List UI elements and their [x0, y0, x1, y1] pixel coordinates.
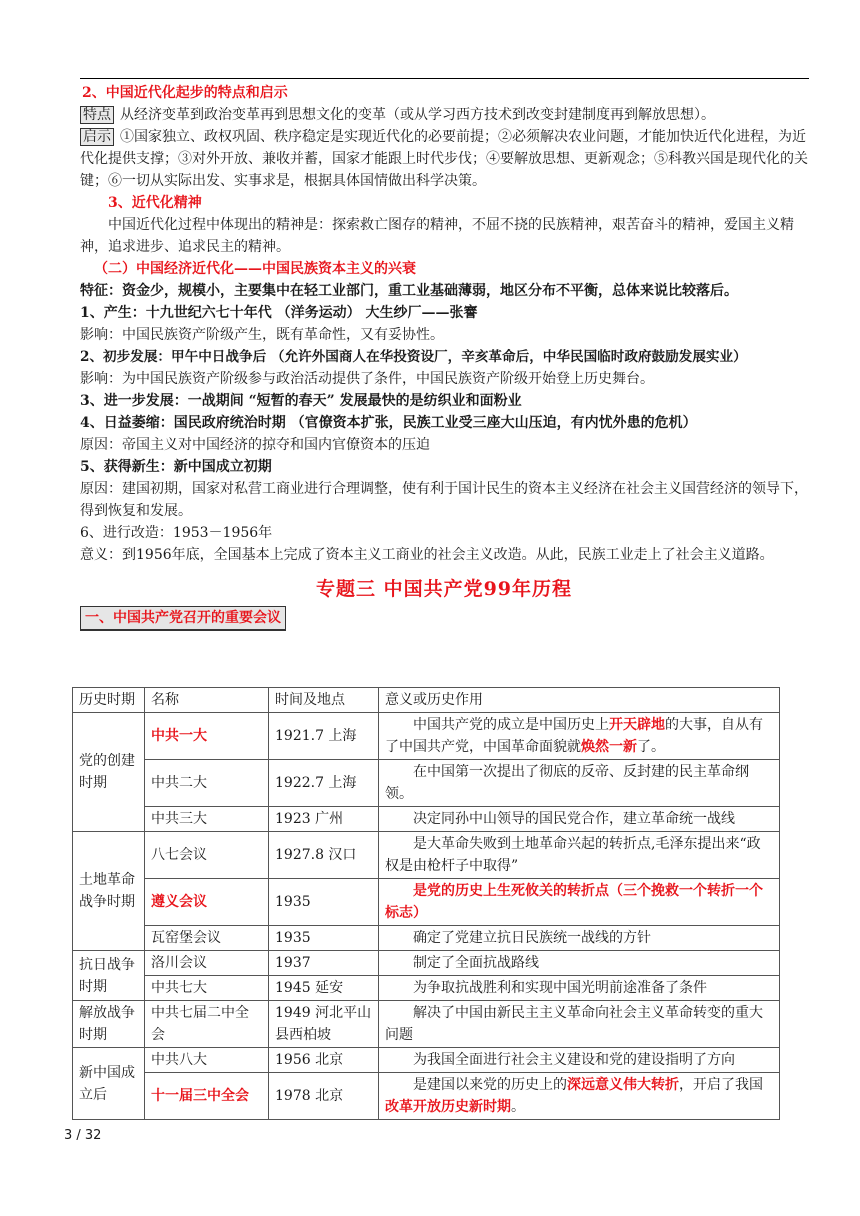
stage-6: 6、进行改造：1953－1956年 [80, 525, 273, 541]
header-cell: 时间及地点 [269, 688, 379, 713]
meeting-significance: 确定了党建立抗日民族统一战线的方针 [379, 926, 780, 951]
stage-2: 2、初步发展：甲午中日战争后 （允许外国商人在华投资设厂，辛亥革命后，中华民国临时政府鼓励发展实业） [80, 349, 747, 365]
meeting-significance: 是大革命失败到土地革命兴起的转折点,毛泽东提出来“政权是由枪杆子中取得” [379, 832, 780, 879]
meeting-time: 1937 [269, 951, 379, 976]
meetings-table [72, 687, 780, 1120]
meeting-significance: 中国共产党的成立是中国历史上开天辟地的大事，自从有了中国共产党，中国革命面貌就焕然一新了。 [379, 713, 780, 760]
meeting-significance: 是建国以来党的历史上的深远意义伟大转折，开启了我国改革开放历史新时期。 [379, 1073, 780, 1120]
meeting-significance: 决定同孙中山领导的国民党合作，建立革命统一战线 [379, 807, 780, 832]
period-cell: 土地革命战争时期 [73, 832, 145, 951]
meeting-name: 十一届三中全会 [145, 1073, 269, 1120]
meeting-name: 遵义会议 [145, 879, 269, 926]
part-heading-economy: （二）中国经济近代化——中国民族资本主义的兴衰 [94, 261, 416, 277]
lessons-paragraph: 启示 ①国家独立、政权巩固、秩序稳定是实现近代化的必要前提；②必须解决农业问题，才能加快近代化进程，为近代化提供支撑；③对外开放、兼收并蓄，国家才能跟上时代步伐；④要解放思想、更新观念；⑤科教兴国是现代化的关键；⑥一切从实际出发、实事求是，根据具体国情做出科学决策。 [80, 129, 808, 189]
stage-6-meaning: 意义：到1956年底，全国基本上完成了资本主义工商业的社会主义改造。从此，民族工业走上了社会主义道路。 [80, 547, 774, 563]
stage-2-effect: 影响：为中国民族资产阶级参与政治活动提供了条件，中国民族资产阶级开始登上历史舞台。 [80, 371, 654, 387]
meeting-time: 1935 [269, 926, 379, 951]
meeting-significance: 为争取抗战胜利和实现中国光明前途准备了条件 [379, 976, 780, 1001]
meeting-name: 中共七大 [145, 976, 269, 1001]
meeting-name: 中共七届二中全会 [145, 1001, 269, 1048]
meeting-name: 中共二大 [145, 760, 269, 807]
stage-4: 4、日益萎缩：国民政府统治时期 （官僚资本扩张，民族工业受三座大山压迫，有内忧外患的危机） [80, 415, 697, 431]
stage-5-reason: 原因：建国初期，国家对私营工商业进行合理调整，使有利于国计民生的资本主义经济在社会主义国营经济的领导下，得到恢复和发展。 [80, 481, 808, 519]
spirit-paragraph: 中国近代化过程中体现出的精神是：探索救亡图存的精神，不屈不挠的民族精神，艰苦奋斗的精神，爱国主义精神，追求进步、追求民主的精神。 [80, 217, 794, 255]
meeting-name: 八七会议 [145, 832, 269, 879]
meeting-name: 中共八大 [145, 1048, 269, 1073]
economy-features: 特征：资金少，规模小，主要集中在轻工业部门，重工业基础薄弱，地区分布不平衡，总体来说比较落后。 [80, 283, 738, 299]
header-cell: 名称 [145, 688, 269, 713]
header-cell: 意义或历史作用 [379, 688, 780, 713]
table-row [73, 926, 780, 951]
stage-5: 5、获得新生：新中国成立初期 [80, 459, 272, 475]
meeting-time: 1923 广州 [269, 807, 379, 832]
meeting-name: 中共三大 [145, 807, 269, 832]
topic-title: 专题三 中国共产党99年历程 [315, 578, 573, 600]
header-cell: 历史时期 [73, 688, 145, 713]
label-box: 启示 [80, 128, 114, 146]
stage-1: 1、产生：十九世纪六七十年代 （洋务运动） 大生纱厂——张謇 [80, 305, 478, 321]
section-heading-features: 2、中国近代化起步的特点和启示 [82, 85, 288, 101]
table-row [73, 951, 780, 976]
table-row [73, 713, 780, 760]
meeting-time: 1945 延安 [269, 976, 379, 1001]
meetings-subheading: 一、中国共产党召开的重要会议 [80, 606, 286, 631]
header-rule [80, 78, 809, 79]
section-heading-spirit: 3、近代化精神 [108, 195, 202, 211]
period-cell: 解放战争时期 [73, 1001, 145, 1048]
features-paragraph: 特点 从经济变革到政治变革再到思想文化的变革（或从学习西方技术到改变封建制度再到解放思想）。 [80, 104, 808, 126]
table-header-row [73, 688, 780, 713]
table-row [73, 1001, 780, 1048]
table-row [73, 976, 780, 1001]
meeting-significance: 解决了中国由新民主主义革命向社会主义革命转变的重大问题 [379, 1001, 780, 1048]
table-row [73, 807, 780, 832]
meeting-time: 1935 [269, 879, 379, 926]
table-row [73, 1048, 780, 1073]
meeting-significance: 制定了全面抗战路线 [379, 951, 780, 976]
meeting-time: 1978 北京 [269, 1073, 379, 1120]
meeting-significance: 在中国第一次提出了彻底的反帝、反封建的民主革命纲领。 [379, 760, 780, 807]
period-cell: 新中国成立后 [73, 1048, 145, 1120]
meeting-significance: 是党的历史上生死攸关的转折点（三个挽救一个转折一个标志） [379, 879, 780, 926]
meeting-time: 1921.7 上海 [269, 713, 379, 760]
label-box: 特点 [80, 106, 114, 124]
meeting-time: 1922.7 上海 [269, 760, 379, 807]
stage-1-effect: 影响：中国民族资产阶级产生，既有革命性，又有妥协性。 [80, 327, 444, 343]
stage-3: 3、进一步发展：一战期间 “短暂的春天” 发展最快的是纺织业和面粉业 [80, 393, 522, 409]
meeting-time: 1927.8 汉口 [269, 832, 379, 879]
stage-4-reason: 原因：帝国主义对中国经济的掠夺和国内官僚资本的压迫 [80, 437, 430, 453]
meeting-name: 洛川会议 [145, 951, 269, 976]
period-cell: 抗日战争时期 [73, 951, 145, 1001]
meeting-name: 中共一大 [145, 713, 269, 760]
table-row [73, 879, 780, 926]
table-row [73, 832, 780, 879]
meeting-time: 1956 北京 [269, 1048, 379, 1073]
page-number: 3 / 32 [64, 1128, 102, 1143]
period-cell: 党的创建时期 [73, 713, 145, 832]
meeting-time: 1949 河北平山县西柏坡 [269, 1001, 379, 1048]
meeting-name: 瓦窑堡会议 [145, 926, 269, 951]
table-row [73, 760, 780, 807]
table-row [73, 1073, 780, 1120]
meeting-significance: 为我国全面进行社会主义建设和党的建设指明了方向 [379, 1048, 780, 1073]
document-body [80, 82, 808, 631]
